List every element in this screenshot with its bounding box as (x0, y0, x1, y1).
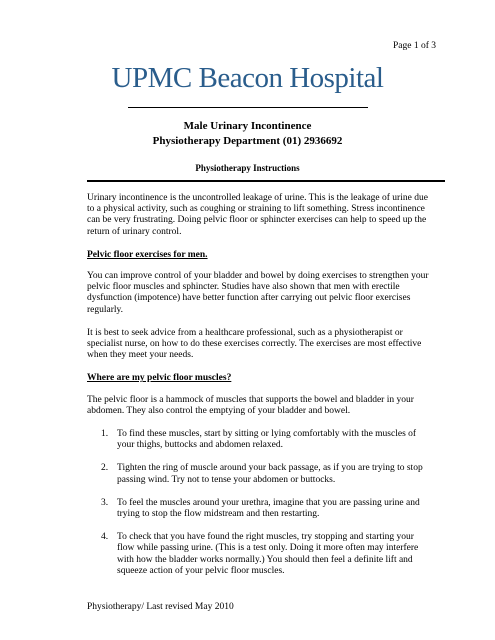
muscles-paragraph: The pelvic floor is a hammock of muscles that supports the bowel and bladder in your abdomen. They also control the emptying of your bladder and bowel. (87, 394, 414, 416)
list-item-text: To find these muscles, start by sitting or lying comfortably with the muscles of your thighs, buttocks and abdomen relaxed. (117, 429, 417, 451)
document-subtitle: Physiotherapy Instructions (195, 163, 300, 173)
instruction-list (87, 429, 432, 577)
list-item (101, 497, 432, 520)
document-title: Male Urinary Incontinence (183, 120, 312, 132)
logo-divider (128, 107, 368, 108)
section-heading-exercises: Pelvic floor exercises for men. (87, 249, 208, 260)
section-heading-muscles: Where are my pelvic floor muscles? (87, 373, 232, 384)
intro-paragraph: Urinary incontinence is the uncontrolled leakage of urine. This is the leakage of urine due to a physical activity, such as coughing or straining to lift something. Stress incontinence can be very frustrating. Doing pelvic floor or sphincter exercises can help to speed up the return of urinary control. (87, 193, 428, 237)
hospital-logo: UPMC Beacon Hospital (111, 62, 384, 94)
list-item-number: 3. (101, 497, 109, 508)
list-item-text: To check that you have found the right muscles, try stopping and starting your flow while passing urine. (This is a test only. Doing it more often may interfere with how the bladder works normally.) You should then feel a definite lift and squeeze action of your pelvic floor muscles. (117, 532, 419, 576)
list-item-number: 1. (101, 429, 109, 440)
list-item-number: 4. (101, 532, 109, 543)
page-footer: Physiotherapy/ Last revised May 2010 (87, 602, 234, 612)
list-item (101, 463, 432, 485)
list-item-number: 2. (101, 463, 109, 474)
list-item-text: To feel the muscles around your urethra, imagine that you are passing urine and trying to stop the flow midstream and then restarting. (117, 497, 420, 520)
document-body (87, 193, 432, 589)
page-number: Page 1 of 3 (392, 41, 436, 51)
list-item (101, 532, 432, 577)
exercises-paragraph: You can improve control of your bladder and bowel by doing exercises to strengthen your pelvic floor muscles and sphincter. Studies have also shown that men with erectile dysfunction (impotence) have better function after carrying out pelvic floor exercises regularly. (87, 271, 429, 315)
department-title: Physiotherapy Department (01) 2936692 (152, 135, 343, 147)
list-item (101, 429, 432, 451)
list-item-text: Tighten the ring of muscle around your back passage, as if you are trying to stop passing wind. Try not to tense your abdomen or buttocks. (117, 463, 423, 485)
advice-paragraph: It is best to seek advice from a healthcare professional, such as a physiotherapist or specialist nurse, on how to do these exercises correctly. The exercises are most effective when they meet your needs. (87, 327, 422, 361)
header-divider (87, 180, 445, 182)
